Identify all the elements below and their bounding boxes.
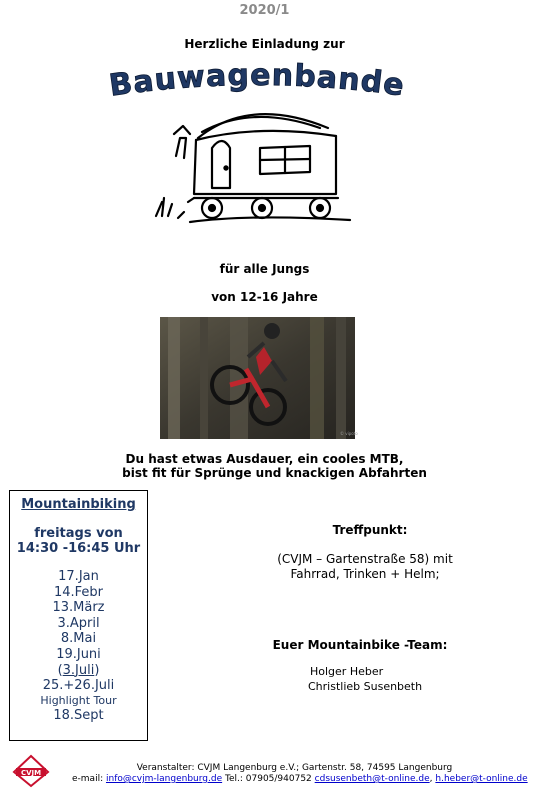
- svg-text:Bauwagenbande: [107, 58, 407, 102]
- team-member: Holger Heber: [310, 665, 384, 678]
- svg-text:© vipoto: © vipoto: [340, 431, 358, 436]
- date-item: 13.März: [52, 600, 105, 616]
- schedule-time: 14:30 -16:45 Uhr: [16, 541, 141, 556]
- paren-close: ): [94, 662, 100, 678]
- year-label: 2020/1: [239, 3, 290, 18]
- email-link-info[interactable]: info@cvjm-langenburg.de: [105, 774, 223, 784]
- email-label: e-mail:: [72, 774, 104, 784]
- cancelled-date: 3.Juli: [62, 662, 95, 678]
- separator: ,: [429, 774, 433, 784]
- meeting-point-label: Treffpunkt:: [332, 523, 408, 537]
- pitch-line-2: bist fit für Sprünge und knackigen Abfahrten: [122, 466, 427, 480]
- email-link-susenbeth[interactable]: cdsusenbeth@t-online.de: [314, 774, 430, 784]
- date-list: [10, 569, 147, 723]
- date-item: 14.Febr: [53, 584, 104, 600]
- team-label: Euer Mountainbike -Team:: [272, 638, 448, 652]
- date-item: 19.Juni: [56, 646, 101, 662]
- meeting-line-1: (CVJM – Gartenstraße 58) mit: [277, 552, 453, 566]
- paren-open: (: [57, 662, 63, 678]
- age-range-line: von 12-16 Jahre: [211, 290, 318, 304]
- schedule-box: [9, 490, 148, 741]
- bauwagenbande-wordart: [104, 56, 410, 102]
- phone-number: Tel.: 07905/940752: [225, 774, 312, 784]
- mountainbike-jump-photo: [160, 317, 358, 439]
- email-link-heber[interactable]: h.heber@t-online.de: [435, 774, 528, 784]
- meeting-point-details: [230, 552, 500, 582]
- date-item: 17.Jan: [58, 569, 99, 584]
- date-item: 3.April: [57, 615, 100, 631]
- wordart-text: Bauwagenbande: [107, 57, 407, 102]
- logo-text: CVJM: [20, 769, 42, 777]
- schedule-day: freitags von: [34, 526, 123, 541]
- date-item: 18.Sept: [53, 707, 104, 723]
- date-item: 8.Mai: [60, 631, 97, 647]
- highlight-tour-note: Highlight Tour: [40, 693, 117, 707]
- audience-line: für alle Jungs: [219, 262, 310, 276]
- organizer-line: Veranstalter: CVJM Langenburg e.V.; Gartenstr. 58, 74595 Langenburg: [136, 763, 453, 773]
- cvjm-logo: [12, 754, 50, 788]
- invitation-line: Herzliche Einladung zur: [184, 37, 345, 51]
- pitch-line-1: Du hast etwas Ausdauer, ein cooles MTB,: [125, 452, 404, 466]
- date-item-cancelled: [10, 663, 147, 679]
- bauwagen-illustration: [150, 98, 360, 226]
- contact-line: [72, 774, 528, 784]
- meeting-line-2: Fahrrad, Trinken + Helm;: [290, 567, 440, 581]
- schedule-title: Mountainbiking: [21, 497, 136, 512]
- date-item-special: 25.+26.Juli: [42, 678, 115, 694]
- team-member: Christlieb Susenbeth: [308, 680, 423, 693]
